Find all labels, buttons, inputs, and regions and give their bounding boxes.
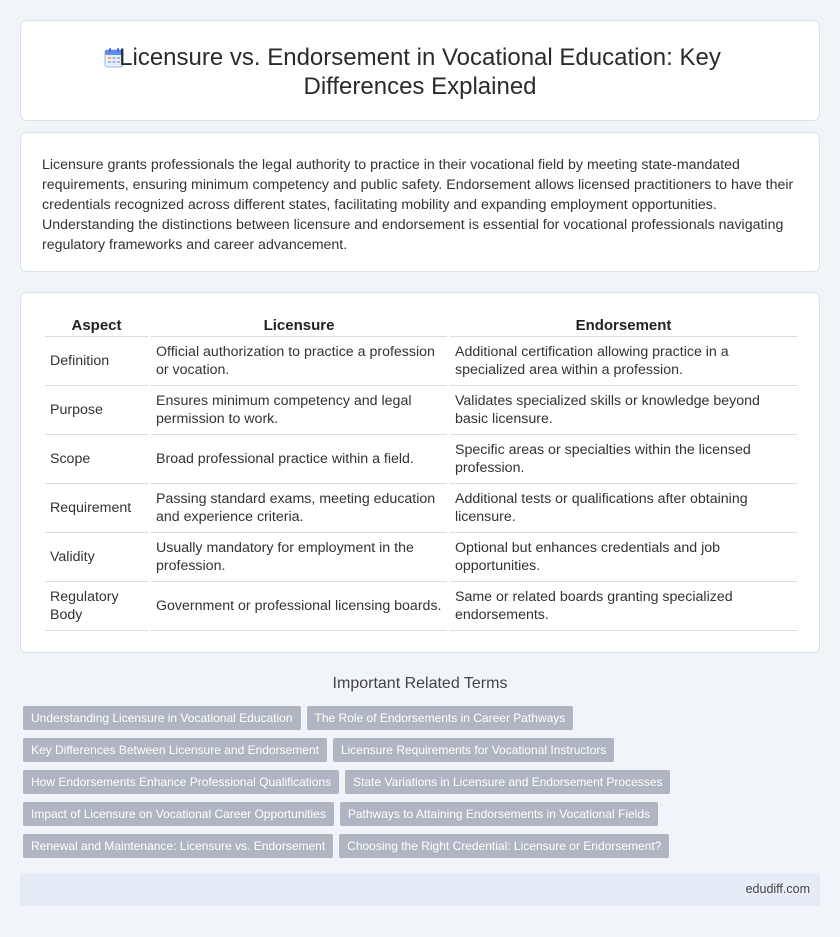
cell-licensure: Broad professional practice within a field.: [151, 435, 447, 484]
table-row: [45, 582, 797, 631]
related-term-tag[interactable]: Impact of Licensure on Vocational Career Opportunities: [23, 802, 334, 826]
tag-row: [23, 706, 723, 738]
cell-endorsement: Validates specialized skills or knowledge beyond basic licensure.: [450, 386, 797, 435]
related-term-tag[interactable]: How Endorsements Enhance Professional Qualifications: [23, 770, 339, 794]
header-licensure: Licensure: [151, 313, 447, 337]
table-row: [45, 484, 797, 533]
cell-endorsement: Additional certification allowing practice in a specialized area within a profession.: [450, 337, 797, 386]
tag-row: [23, 770, 723, 802]
tag-row: [23, 802, 723, 834]
tag-row: [23, 738, 723, 770]
table-row: [45, 386, 797, 435]
related-term-tag[interactable]: Pathways to Attaining Endorsements in Vocational Fields: [340, 802, 658, 826]
table-row: [45, 533, 797, 582]
cell-licensure: Usually mandatory for employment in the profession.: [151, 533, 447, 582]
cell-aspect: Requirement: [45, 484, 148, 533]
comparison-table: [42, 313, 800, 631]
cell-aspect: Scope: [45, 435, 148, 484]
cell-aspect: Purpose: [45, 386, 148, 435]
cell-aspect: Definition: [45, 337, 148, 386]
cell-licensure: Ensures minimum competency and legal permission to work.: [151, 386, 447, 435]
table-row: [45, 435, 797, 484]
related-term-tag[interactable]: Understanding Licensure in Vocational Education: [23, 706, 301, 730]
cell-licensure: Passing standard exams, meeting education and experience criteria.: [151, 484, 447, 533]
header-aspect: Aspect: [45, 313, 148, 337]
tag-row: [23, 834, 723, 866]
related-term-tag[interactable]: The Role of Endorsements in Career Pathways: [307, 706, 574, 730]
related-terms-heading: Important Related Terms: [332, 675, 508, 692]
cell-endorsement: Specific areas or specialties within the licensed profession.: [450, 435, 797, 484]
related-term-tag[interactable]: State Variations in Licensure and Endorsement Processes: [345, 770, 670, 794]
cell-aspect: Validity: [45, 533, 148, 582]
header-endorsement: Endorsement: [450, 313, 797, 337]
cell-endorsement: Same or related boards granting specialized endorsements.: [450, 582, 797, 631]
related-term-tag[interactable]: Renewal and Maintenance: Licensure vs. Endorsement: [23, 834, 333, 858]
table-row: [45, 337, 797, 386]
cell-aspect: Regulatory Body: [45, 582, 148, 631]
page-title: Licensure vs. Endorsement in Vocational Education: Key Differences Explained: [119, 44, 721, 100]
cell-endorsement: Additional tests or qualifications after obtaining licensure.: [450, 484, 797, 533]
intro-paragraph: Licensure grants professionals the legal authority to practice in their vocational field by meeting state-mandated requirements, ensuring minimum competency and public safety. Endorsement allows licensed practitioners to have their credentials recognized across different states, facilitating mobility and expanding employment opportunities. Understanding the distinctions between licensure and endorsement is essential for vocational professionals navigating regulatory frameworks and career advancement.: [42, 157, 794, 253]
cell-licensure: Government or professional licensing boards.: [151, 582, 447, 631]
table-header-row: [45, 313, 797, 337]
footer-site-link[interactable]: edudiff.com: [745, 882, 810, 896]
related-term-tag[interactable]: Key Differences Between Licensure and Endorsement: [23, 738, 327, 762]
title-card: [20, 20, 820, 121]
related-term-tag[interactable]: Licensure Requirements for Vocational Instructors: [333, 738, 614, 762]
footer: [20, 873, 820, 906]
cell-endorsement: Optional but enhances credentials and job opportunities.: [450, 533, 797, 582]
related-terms-list: [23, 706, 723, 866]
cell-licensure: Official authorization to practice a profession or vocation.: [151, 337, 447, 386]
related-term-tag[interactable]: Choosing the Right Credential: Licensure or Endorsement?: [339, 834, 669, 858]
intro-card: [20, 132, 820, 272]
comparison-card: [20, 292, 820, 653]
